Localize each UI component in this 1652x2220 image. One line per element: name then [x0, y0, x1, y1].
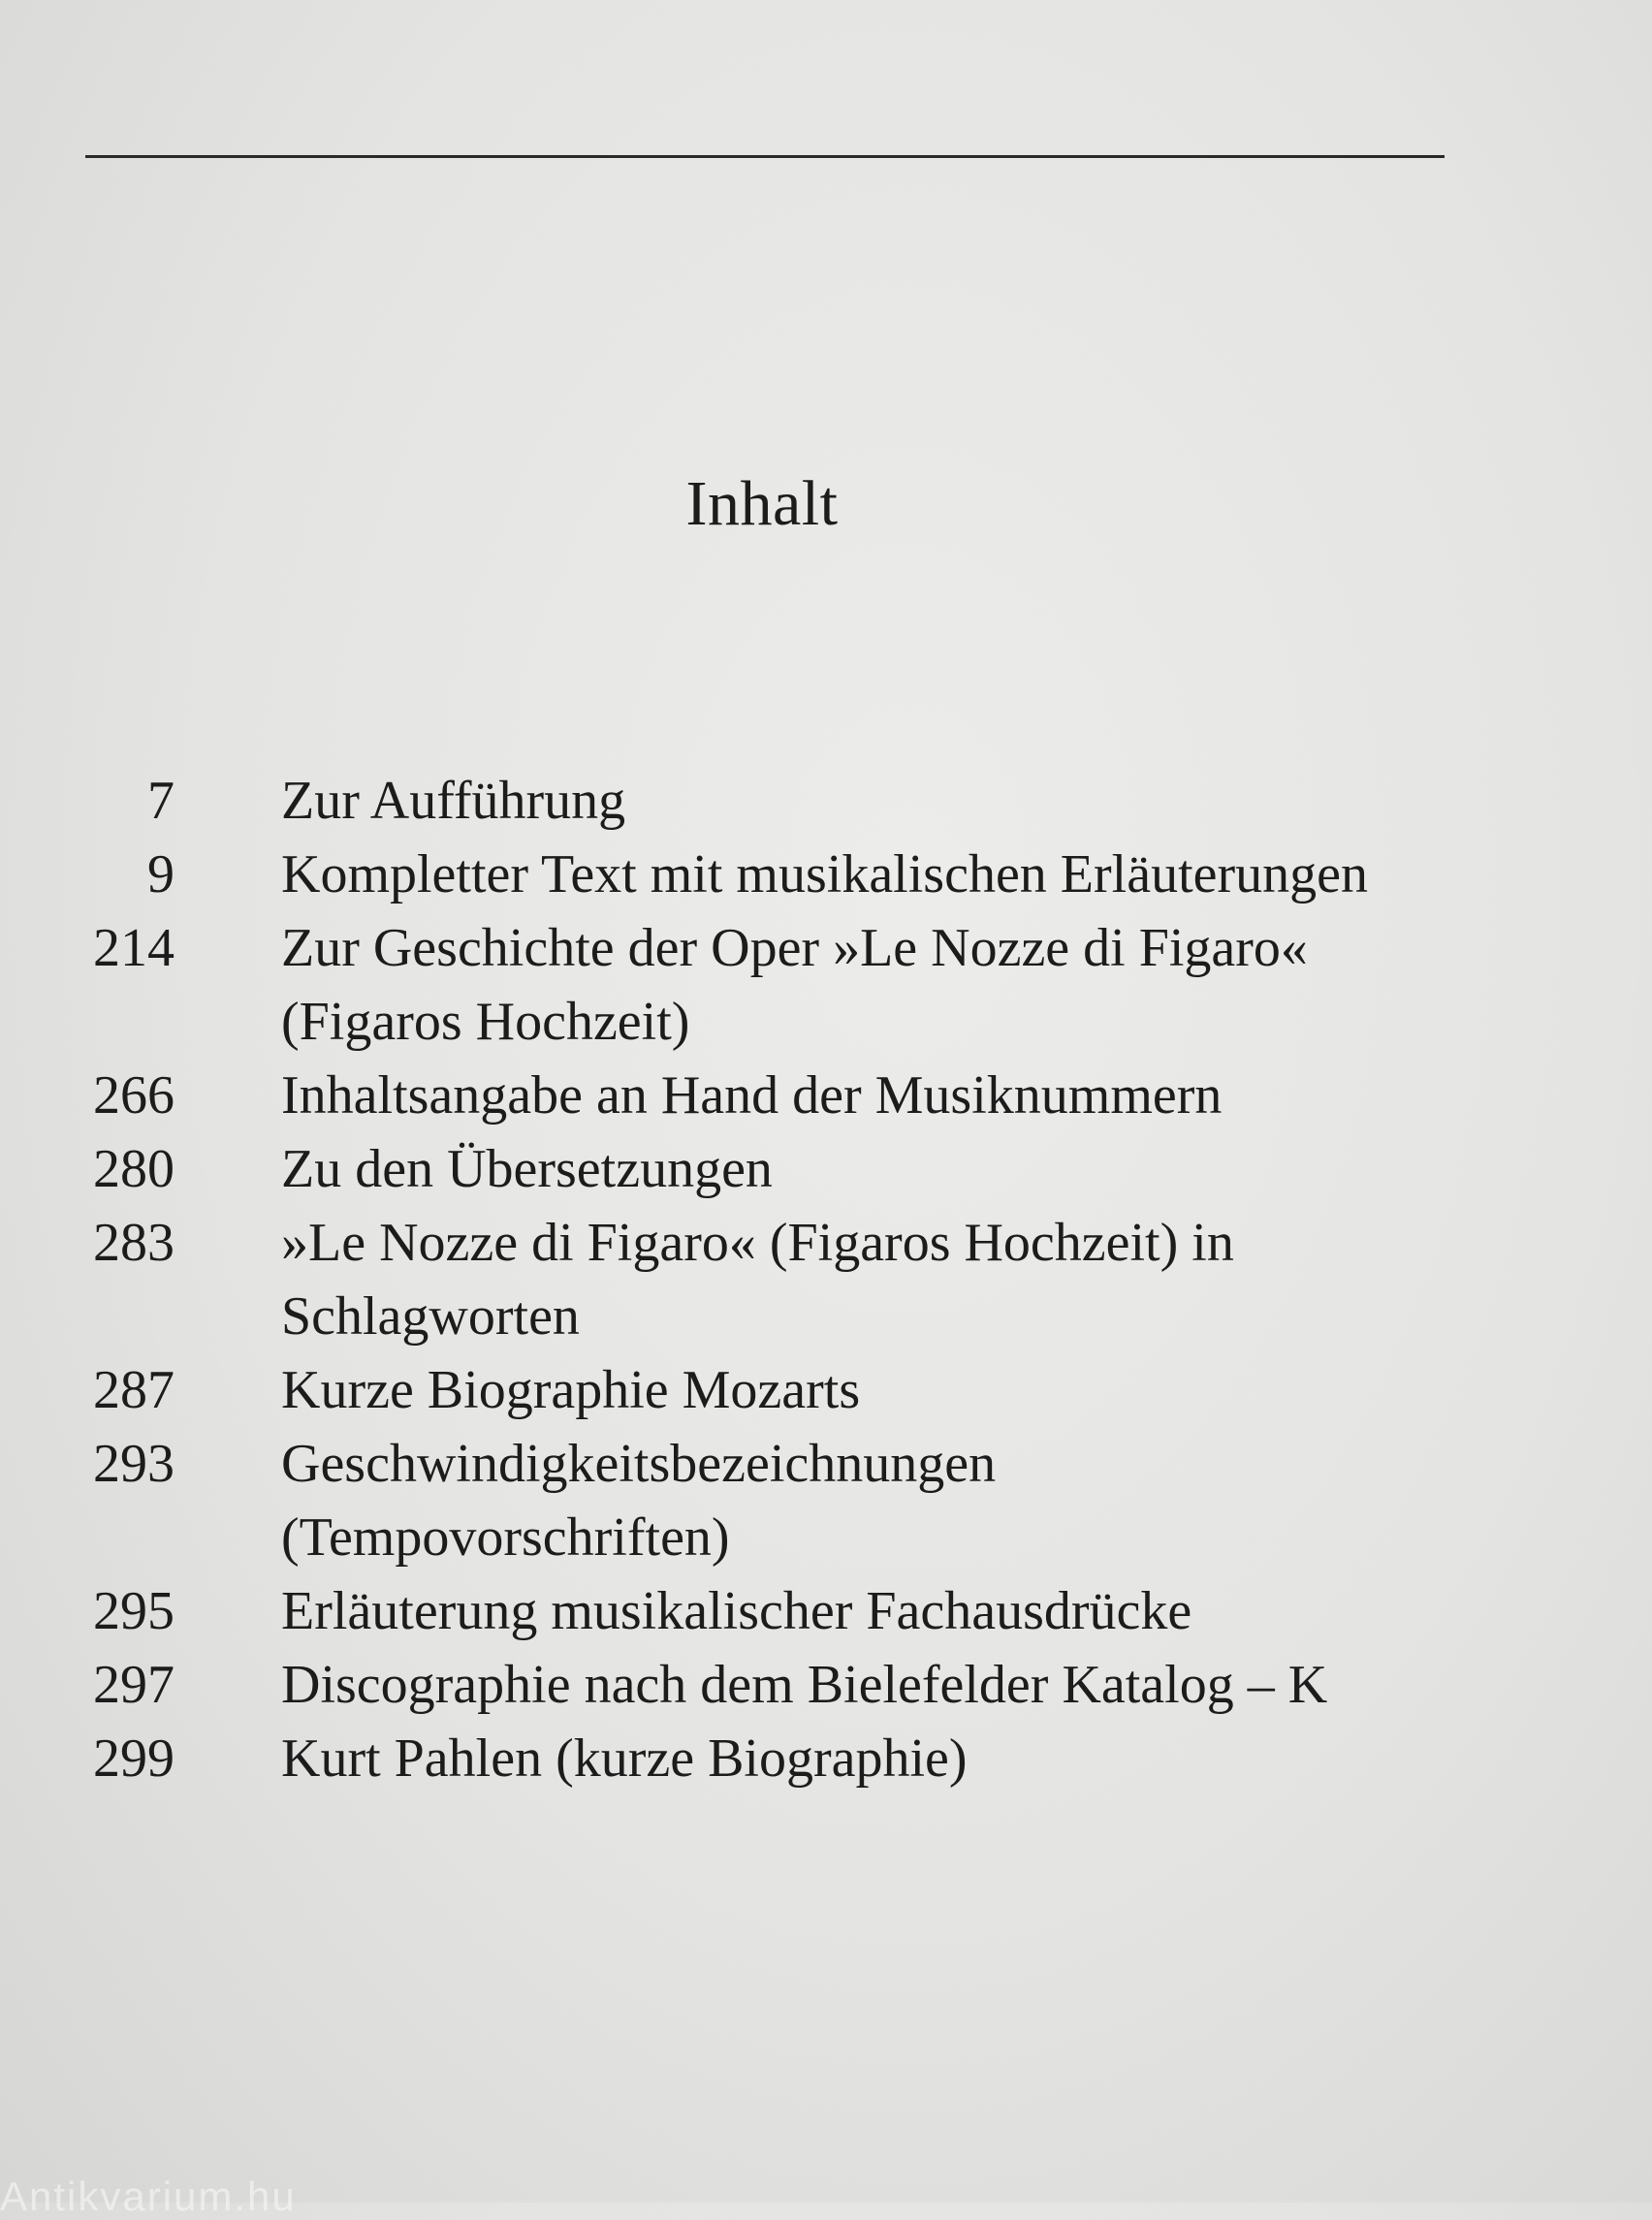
toc-entry-title [281, 1353, 1454, 1427]
toc-entry-line: Geschwindigkeitsbezeichnungen [281, 1434, 997, 1494]
toc-page-number: 7 [147, 771, 175, 831]
toc-page-number: 287 [93, 1360, 175, 1420]
watermark: Antikvarium.hu [0, 2173, 297, 2219]
toc-entry-line: Zur Geschichte der Oper »Le Nozze di Figaro« [281, 918, 1308, 978]
toc-entry [58, 1132, 1454, 1206]
toc-entry [58, 764, 1454, 838]
table-of-contents [58, 764, 1454, 1795]
toc-entry-title [281, 1059, 1454, 1132]
toc-page-number: 214 [93, 918, 175, 978]
page-title: Inhalt [685, 468, 839, 539]
toc-entry [58, 1427, 1454, 1574]
toc-entry-line: (Figaros Hochzeit) [281, 992, 690, 1052]
toc-entry-line: Inhaltsangabe an Hand der Musiknummern [281, 1065, 1223, 1126]
toc-entry [58, 911, 1454, 1059]
toc-entry-line: Zu den Übersetzungen [281, 1139, 773, 1199]
toc-entry-line: Schlagworten [281, 1286, 580, 1347]
toc-entry [58, 1206, 1454, 1353]
toc-entry-title [281, 1427, 1454, 1574]
toc-entry [58, 1059, 1454, 1132]
toc-page-number: 295 [93, 1581, 175, 1641]
toc-page-number: 280 [93, 1139, 175, 1199]
toc-page-number: 293 [93, 1434, 175, 1494]
toc-entry-line: Kompletter Text mit musikalischen Erläuterungen [281, 844, 1368, 904]
toc-entry-line: Erläuterung musikalischer Fachausdrücke [281, 1581, 1192, 1641]
toc-page-number: 266 [93, 1065, 175, 1126]
toc-entry-title [281, 838, 1454, 911]
toc-entry-title [281, 1574, 1454, 1648]
toc-entry [58, 1648, 1454, 1722]
toc-page-number: 297 [93, 1655, 175, 1715]
toc-entry-title [281, 1206, 1454, 1353]
toc-entry [58, 1574, 1454, 1648]
toc-entry-title [281, 1722, 1454, 1795]
toc-entry-title [281, 1648, 1454, 1722]
toc-entry-title [281, 764, 1454, 838]
toc-entry-line: Kurt Pahlen (kurze Biographie) [281, 1728, 968, 1789]
toc-entry-line: »Le Nozze di Figaro« (Figaros Hochzeit) in [281, 1213, 1234, 1273]
toc-entry-line: Kurze Biographie Mozarts [281, 1360, 861, 1420]
toc-entry [58, 838, 1454, 911]
toc-entry [58, 1722, 1454, 1795]
top-rule [85, 155, 1445, 158]
toc-entry-line: Zur Aufführung [281, 771, 626, 831]
toc-page-number: 9 [147, 844, 175, 904]
toc-entry [58, 1353, 1454, 1427]
toc-entry-line: Discographie nach dem Bielefelder Katalog – K [281, 1655, 1328, 1715]
toc-entry-line: (Tempovorschriften) [281, 1507, 730, 1568]
toc-entry-title [281, 1132, 1454, 1206]
toc-entry-title [281, 911, 1454, 1059]
toc-page-number: 283 [93, 1213, 175, 1273]
toc-page-number: 299 [93, 1728, 175, 1789]
